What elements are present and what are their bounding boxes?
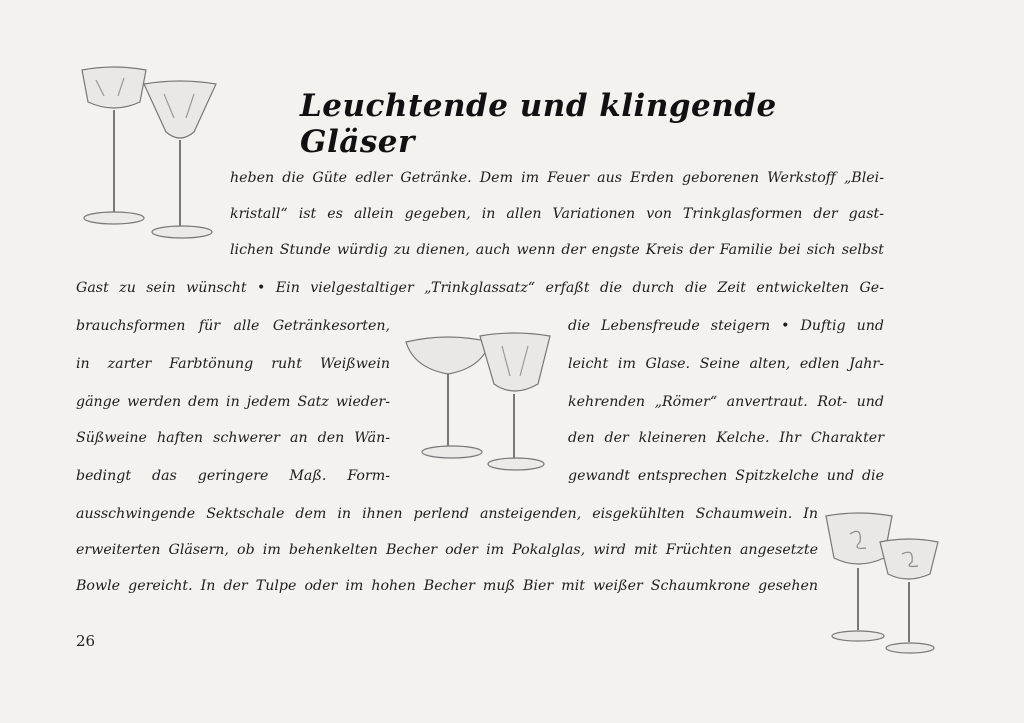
text-line-4: Gast zu sein wünscht • Ein vielgestaltiger „Trinkglassatz“ erfaßt die durch die Zeit entwickelten Ge-: [76, 280, 884, 296]
left-column-line-1: brauchsformen für alle Getränkesorten,: [76, 318, 390, 334]
right-column-line-3: kehrenden „Römer“ anvertraut. Rot- und: [568, 394, 884, 410]
text-line-3: lichen Stunde würdig zu dienen, auch wenn der engste Kreis der Familie bei sich selbst: [230, 242, 884, 258]
text-line-7: Bowle gereicht. In der Tulpe oder im hohen Becher muß Bier mit weißer Schaumkrone gesehen: [76, 578, 818, 594]
text-line-6: erweiterten Gläsern, ob im behenkelten Becher oder im Pokalglas, wird mit Früchten angesetzte: [76, 542, 818, 558]
right-column-line-1: die Lebensfreude steigern • Duftig und: [568, 318, 884, 334]
text-line-1: heben die Güte edler Getränke. Dem im Feuer aus Erden geborenen Werkstoff „Blei-: [230, 170, 884, 186]
wine-glasses-illustration-top: [74, 62, 224, 242]
monogram-glasses-illustration: [822, 508, 946, 658]
left-column-line-2: in zarter Farbtönung ruht Weißwein: [76, 356, 390, 372]
right-column-line-5: gewandt entsprechen Spitzkelche und die: [568, 468, 884, 484]
right-column-line-4: den der kleineren Kelche. Ihr Charakter: [568, 430, 884, 446]
page-number: 26: [76, 632, 96, 650]
left-column-line-3: gänge werden dem in jedem Satz wieder-: [76, 394, 390, 410]
right-column-line-2: leicht im Glase. Seine alten, edlen Jahr-: [568, 356, 884, 372]
page-title: Leuchtende und klingende Gläser: [300, 88, 777, 160]
champagne-glasses-illustration: [402, 328, 562, 478]
text-line-5: ausschwingende Sektschale dem in ihnen perlend ansteigenden, eisgekühlten Schaumwein. In: [76, 506, 818, 522]
left-column-line-5: bedingt das geringere Maß. Form-: [76, 468, 390, 484]
left-column-line-4: Süßweine haften schwerer an den Wän-: [76, 430, 390, 446]
text-line-2: kristall“ ist es allein gegeben, in allen Variationen von Trinkglasformen der gast-: [230, 206, 884, 222]
